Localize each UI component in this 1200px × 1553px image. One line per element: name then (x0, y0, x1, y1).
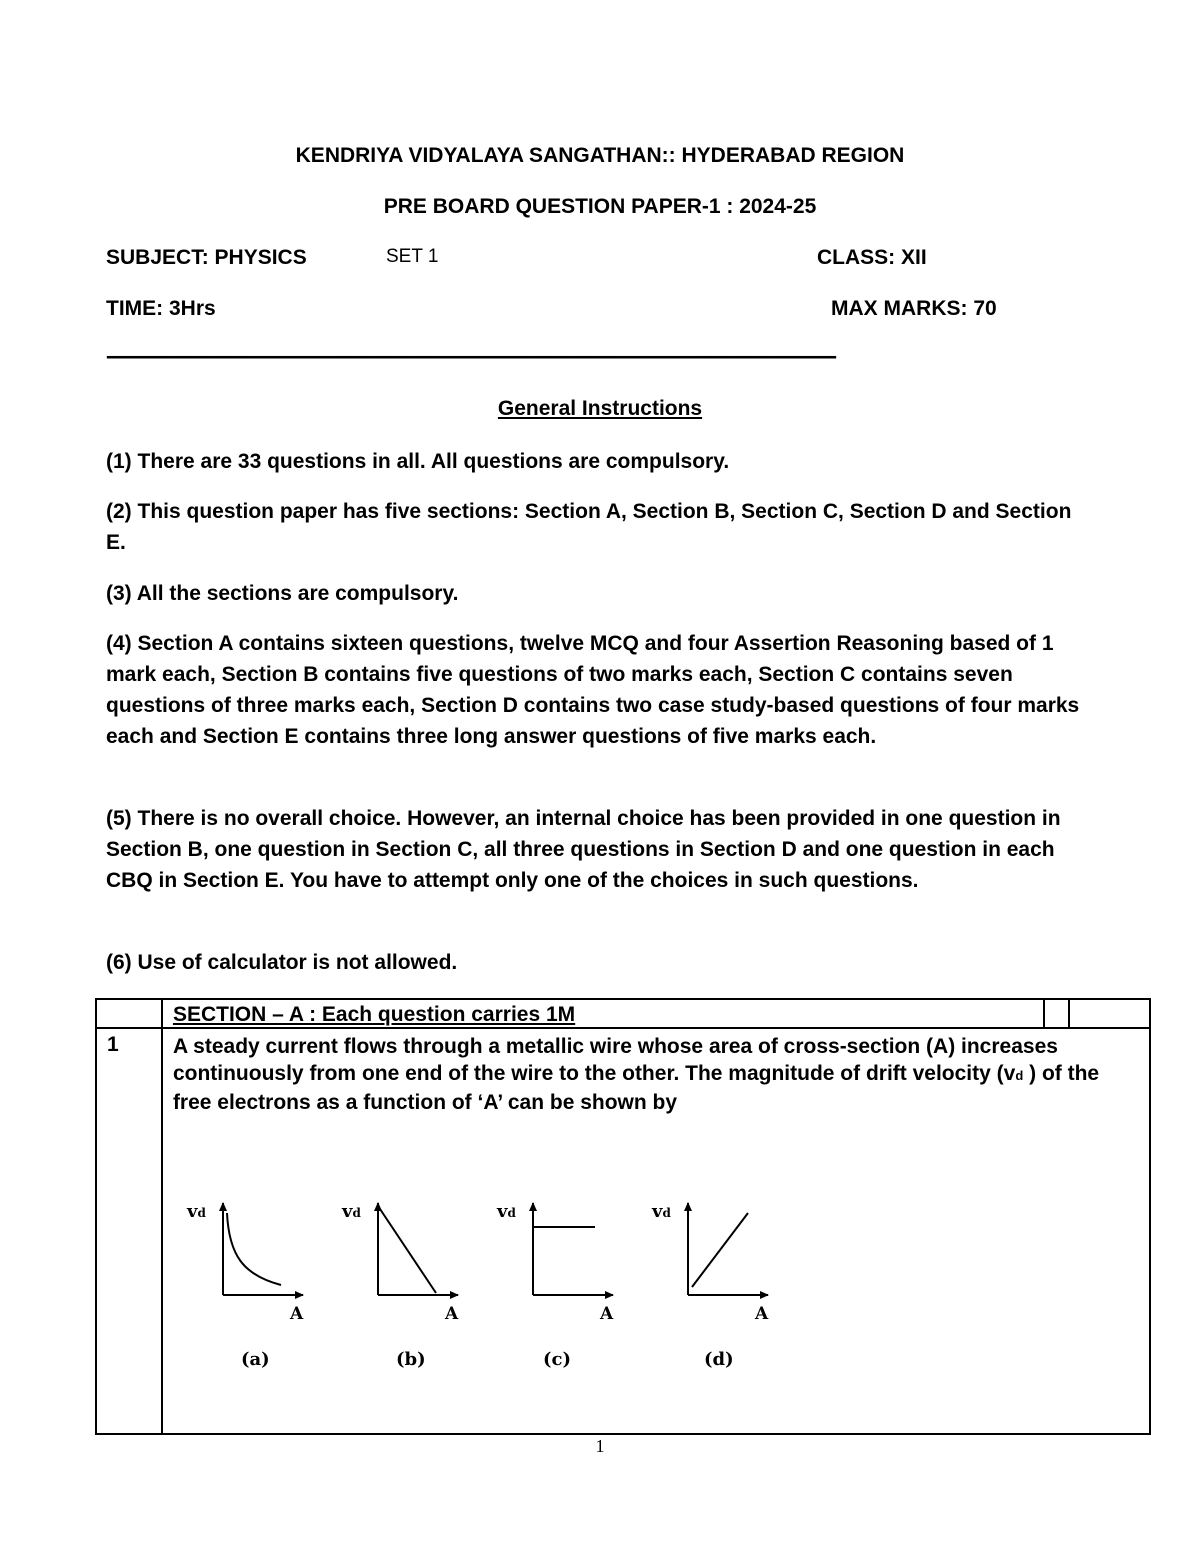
paper-title: PRE BOARD QUESTION PAPER-1 : 2024-25 (383, 195, 817, 218)
section-a-title: SECTION – A : Each question carries 1M (162, 999, 1045, 1028)
divider-line: -------------------------------------------------------------------------------------------------------------------------------------------------- (106, 345, 836, 368)
question-text-part: ) of the free electrons as a function of ‘A’ can be shown by (172, 1062, 1100, 1114)
x-axis-label: A (444, 1304, 459, 1324)
drift-velocity-subscript: d (1015, 1068, 1024, 1083)
class-label: CLASS: XII (817, 246, 927, 269)
subject-label: SUBJECT: PHYSICS (106, 246, 307, 269)
max-marks-label: MAX MARKS: 70 (831, 297, 997, 320)
instructions-title: General Instructions (497, 397, 703, 420)
section-header-row (96, 999, 1150, 1028)
option-label-c: (c) (542, 1349, 571, 1370)
page-number: 1 (595, 1436, 605, 1456)
org-title: KENDRIYA VIDYALAYA SANGATHAN:: HYDERABAD REGION (295, 144, 905, 167)
question-table (95, 998, 1151, 1435)
option-label-b: (b) (395, 1349, 426, 1370)
question-text (162, 1028, 1150, 1434)
graph-d (651, 1201, 769, 1370)
x-axis-label: A (754, 1304, 769, 1324)
marks-cell (1069, 999, 1150, 1028)
y-axis-label: vd (496, 1201, 516, 1222)
x-axis-label: A (599, 1304, 614, 1324)
instruction-item: (5) There is no overall choice. However, an internal choice has been provided in one question in Section B, one question in Section C, all three questions in Section D and one question in each CBQ in Section E. You have to attempt only one of the choices in such questions. (106, 807, 1061, 892)
set-label: SET 1 (386, 246, 439, 267)
instruction-item: (1) There are 33 questions in all. All questions are compulsory. (106, 450, 730, 473)
y-axis-label: vd (186, 1201, 206, 1222)
graph-c (496, 1201, 614, 1370)
option-graphs (186, 1187, 833, 1387)
instruction-item: (4) Section A contains sixteen questions, twelve MCQ and four Assertion Reasoning based of 1 mark each, Section B contains five questions of two marks each, Section C contains seven questions of three marks each, Section D contains two case study-based questions of four marks each and Section E contains three long answer questions of five marks each. (106, 632, 1080, 748)
curve-hyperbolic (227, 1213, 281, 1285)
time-label: TIME: 3Hrs (106, 297, 216, 320)
question-text-part: A steady current flows through a metallic wire whose area of cross-section (A) increases continuously from one end of the wire to the other. The magnitude of drift velocity (v (172, 1035, 1058, 1085)
y-axis-label: vd (651, 1201, 671, 1222)
empty-cell (96, 999, 162, 1028)
line-increasing (692, 1213, 748, 1287)
x-axis-label: A (289, 1304, 304, 1324)
instruction-item: (2) This question paper has five sections: Section A, Section B, Section C, Section D and Section E. (106, 500, 1072, 554)
instruction-item: (3) All the sections are compulsory. (106, 582, 459, 605)
option-label-d: (d) (703, 1349, 734, 1370)
graph-a (186, 1201, 304, 1370)
line-decreasing (380, 1209, 436, 1293)
graph-b (341, 1201, 459, 1370)
option-label-a: (a) (240, 1349, 270, 1370)
y-axis-label: vd (341, 1201, 361, 1222)
instruction-item: (6) Use of calculator is not allowed. (106, 951, 458, 974)
question-number: 1 (96, 1028, 162, 1434)
question-row (96, 1028, 1150, 1434)
empty-cell (1044, 999, 1068, 1028)
